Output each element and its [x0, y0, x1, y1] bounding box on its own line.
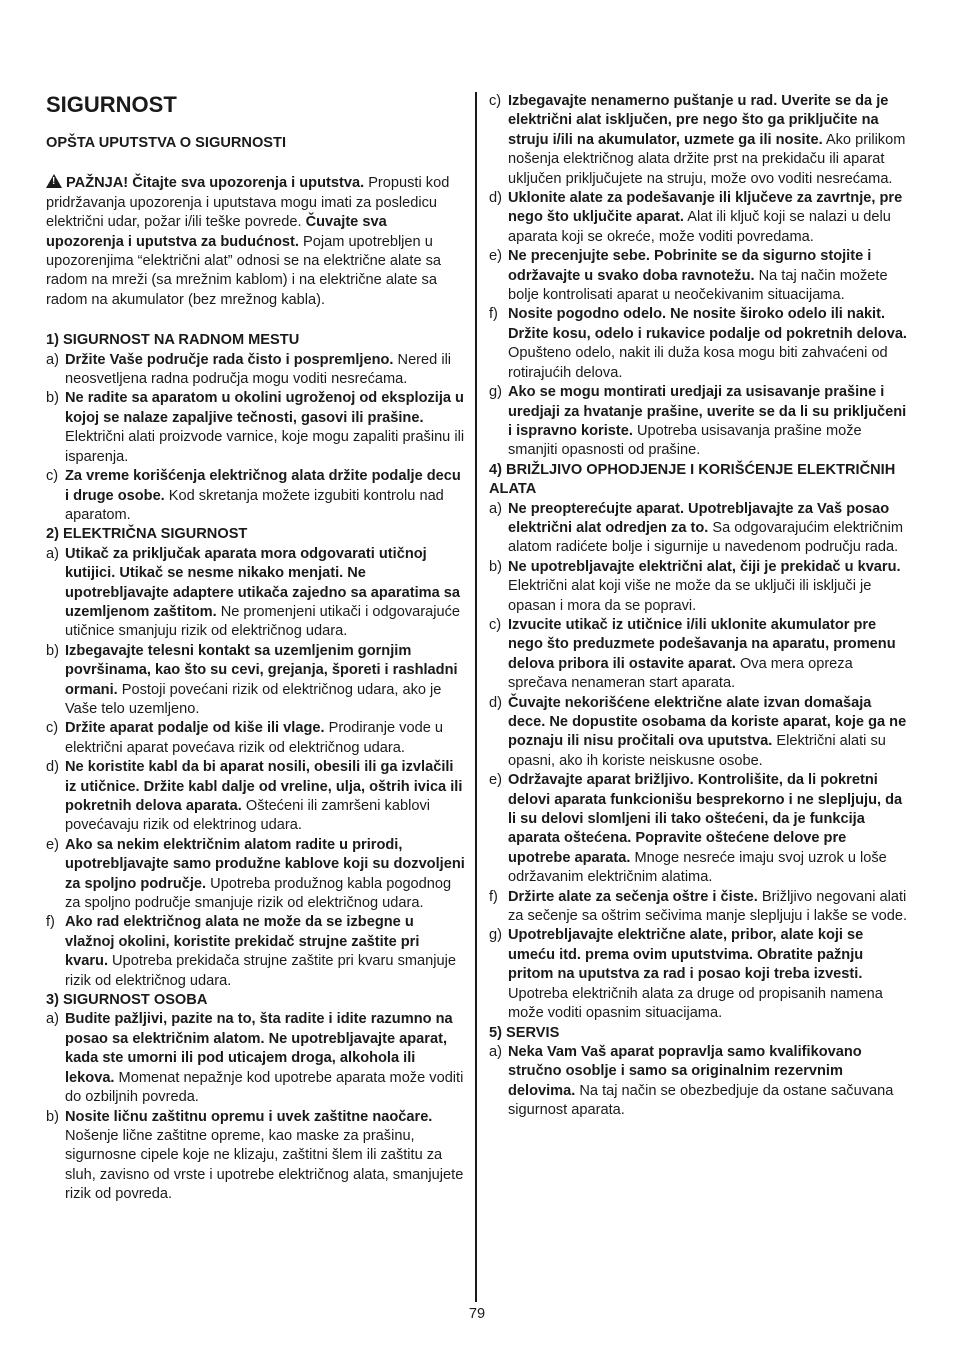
item-text — [508, 558, 911, 616]
item-bold: Ako sa nekim električnim alatom radite u prirodi, upotrebljavajte samo produžne kablove koji su dozvoljeni za spoljno područje. — [65, 836, 465, 892]
item-text — [508, 500, 911, 558]
item-label: a) — [46, 1011, 59, 1028]
list-item — [46, 389, 466, 467]
item-label: a) — [489, 1043, 502, 1060]
item-bold: Izbegavajte nenamerno puštanje u rad. Uverite se da je električni alat isključen, pre nego što ga priključite na struju i/ili na akumulator, uzmete ga ili nosite. — [508, 93, 889, 148]
list-item — [489, 888, 911, 927]
list-item — [46, 758, 466, 836]
item-label: e) — [46, 836, 59, 853]
item-bold: Ne radite sa aparatom u okolini ugroženoj od eksplozija u kojoj se nalaze zapaljive tečnosti, gasovi ili prašine. — [65, 390, 464, 426]
section-heading-wrap — [489, 461, 911, 500]
intro-bold-2: Čuvajte sva upozorenja i uputstva za budućnost. — [46, 214, 387, 250]
item-bold: Izbegavajte telesni kontakt sa uzemljenim gornjim površinama, kao što su cevi, grejanja, šporeti i rashladni ormani. — [65, 642, 458, 698]
item-body: Kod skretanja možete izgubiti kontrolu nad aparatom. — [65, 487, 444, 523]
list-item — [46, 642, 466, 720]
item-body: Ova mera opreza sprečava nenameran start aparata. — [508, 655, 853, 692]
item-bold: Ne koristite kabl da bi aparat nosili, obesili ili ga izvlačili iz utičnice. Držite kabl dalje od vreline, ulja, oštrih ivica ili pokretnih delova aparata. — [65, 759, 463, 814]
item-bold: Uklonite alate za podešavanje ili ključeve za zavrtnje, pre nego što uključite aparat. — [508, 190, 903, 226]
item-body: Oštećeni ili zamršeni kablovi povećavaju rizik od elektrinog udara. — [65, 798, 430, 834]
item-body: Upotreba električnih alata za druge od propisanih namena može voditi opasnim situacijama. — [508, 985, 883, 1022]
item-body: Električni alat koji više ne može da se uključi ili isključi je opasan i mora da se popravi. — [508, 578, 872, 614]
list-item — [489, 694, 911, 772]
item-bold: Držirte alate za sečenja oštre i čiste. — [508, 888, 758, 905]
item-label: e) — [489, 248, 502, 265]
section-heading: 1) SIGURNOST NA RADNOM MESTU — [46, 332, 300, 349]
item-text — [65, 389, 466, 467]
warning-triangle-icon — [46, 174, 62, 188]
list-item — [489, 500, 911, 558]
item-text — [65, 1010, 466, 1107]
item-label: b) — [46, 1108, 59, 1125]
item-label: b) — [46, 642, 59, 659]
section-heading: 4) BRIŽLJIVO OPHODJENJE I KORIŠĆENJE ELEKTRIČNIH ALATA — [489, 461, 896, 498]
item-label: c) — [489, 616, 502, 633]
item-label: b) — [46, 390, 59, 407]
item-text — [508, 888, 911, 927]
item-label: g) — [489, 384, 502, 401]
item-label: d) — [489, 190, 502, 207]
list-item — [46, 467, 466, 525]
item-bold: Za vreme korišćenja električnog alata držite podalje decu i druge osobe. — [65, 468, 461, 504]
list-item — [489, 92, 911, 189]
section-heading: 3) SIGURNOST OSOBA — [46, 992, 208, 1009]
item-text — [508, 1043, 911, 1121]
page-title: SIGURNOST — [46, 92, 177, 117]
item-body: Upotreba usisavanja prašine može smanjiti opasnosti od prašine. — [508, 422, 862, 459]
list-item — [46, 1010, 466, 1107]
list-item — [489, 771, 911, 887]
item-body: Opušteno odelo, nakit ili duža kosa mogu biti zahvaćeni od rotirajućih delova. — [508, 345, 888, 381]
item-body: Ne promenjeni utikači i odgovarajuće utičnice smanjuju rizik od električnog udara. — [65, 603, 461, 640]
item-bold: Čuvajte nekorišćene električne alate izvan domašaja dece. Ne dopustite osobama da koriste aparat, koje ga ne poznaju ili nisu pročitali ova uputstva. — [508, 694, 907, 750]
list-item — [46, 351, 466, 390]
list-item — [46, 836, 466, 914]
item-body: Mnoge nesreće imaju svoj uzrok u loše održavanim električnim alatima. — [508, 849, 887, 886]
intro-text-1: Propusti kod pridržavanja upozorenja i uputstava mogu imati za posledicu električni udar, požar i/ili teške povrede. — [46, 175, 450, 231]
item-label: g) — [489, 927, 502, 944]
intro-paragraph — [46, 174, 466, 310]
item-bold: Nosite pogodno odelo. Ne nosite široko odelo ili nakit. Držite kosu, odelo i rukavice podalje od pokretnih delova. — [508, 306, 907, 342]
item-text — [65, 467, 466, 525]
item-body: Ako prilikom nošenja električnog alata držite prst na prekidaču ili aparat uključen priključujete na struju, može ovo voditi nesrećama. — [508, 131, 906, 187]
item-text — [508, 694, 911, 772]
item-label: d) — [489, 694, 502, 711]
item-bold: Utikač za priključak aparata mora odgovarati utičnoj kutijici. Utikač se nesme nikako menjati. Ne upotrebljavajte adaptere utikača zajedno sa aparatima sa uzemljenom zaštitom. — [65, 545, 461, 620]
item-text — [508, 771, 911, 887]
item-bold: Držite aparat podalje od kiše ili vlage. — [65, 720, 325, 737]
list-item — [489, 616, 911, 694]
intro-text-2: Pojam upotrebljen u upozorenjima “električni alat” odnosi se na električne alate sa radom na mreži (sa mrežnim kablom) i na električne alate sa radom na akumulator (bez mrežnog kabla). — [46, 233, 442, 308]
list-item — [46, 1108, 466, 1205]
item-text — [65, 351, 466, 390]
item-body: Upotreba prekidača strujne zaštite pri kvaru smanjuje rizik od električnog udara. — [65, 953, 456, 989]
item-bold: Upotrebljavajte električne alate, pribor, alate koji se umeću itd. prema ovim uputstvima. Obratite pažnju pritom na uputstva za rad i posao koji treba izvesti. — [508, 927, 864, 983]
column-divider — [475, 92, 477, 1302]
list-item — [489, 305, 911, 383]
item-body: Upotreba produžnog kabla pogodnog za spoljno područje smanjuje rizik od električnog udara. — [65, 875, 452, 912]
item-body: Sa odgovarajućim električnim alatom radićete bolje i sigurnije u navedenom području rada. — [508, 519, 903, 556]
item-label: f) — [489, 888, 498, 905]
list-item — [489, 926, 911, 1023]
item-text — [65, 642, 466, 720]
item-body: Nošenje lične zaštitne opreme, kao maske za prašinu, sigurnosne cipele koje ne klizaju, zaštitni šlem ili zaštitu za sluh, zavisno od vrste i upotrebe električnog alata, smanjujete rizik od povreda. — [65, 1127, 464, 1203]
item-text — [508, 383, 911, 461]
item-label: f) — [489, 306, 498, 323]
item-text — [65, 758, 466, 836]
item-text — [508, 247, 911, 305]
item-body: Nered ili neosvetljena radna područja mogu voditi nesrećama. — [65, 351, 452, 388]
item-text — [65, 836, 466, 914]
item-text — [508, 926, 911, 1023]
item-text — [65, 913, 466, 991]
right-column — [489, 92, 911, 1121]
item-body: Prodiranje vode u električni aparat povećava rizik od električnog udara. — [65, 720, 443, 756]
item-body: Postoji povećani rizik od električnog udara, ako je Vaše telo uzemljeno. — [65, 681, 442, 717]
list-item — [489, 383, 911, 461]
list-item — [489, 247, 911, 305]
item-body: Momenat nepažnje kod upotrebe aparata može voditi do ozbiljnih povreda. — [65, 1069, 464, 1106]
list-item — [46, 719, 466, 758]
item-text — [508, 616, 911, 694]
left-column — [46, 92, 466, 1205]
item-bold: Održavajte aparat brižljivo. Kontrolišite, da li pokretni delovi aparata funkcionišu besprekorno i ne slepljuju, da li su delovi slomljeni ili tako oštećeni, da je funkcija aparata oštećena. Popravite oštećene delove pre upotrebe aparata. — [508, 772, 903, 866]
intro-warning: PAŽNJA! Čitajte sva upozorenja i uputstva. — [66, 175, 365, 192]
item-bold: Ako se mogu montirati uredjaji za usisavanje prašine i uredjaji za hvatanje prašine, uverite se da li su priključeni i ispravno koriste. — [508, 384, 907, 439]
list-item — [46, 913, 466, 991]
item-text — [508, 189, 911, 247]
item-body: Električni alati proizvode varnice, koje mogu zapaliti prašinu ili isparenja. — [65, 429, 465, 465]
item-label: c) — [46, 720, 59, 737]
item-bold: Ne upotrebljavajte električni alat, čiji je prekidač u kvaru. — [508, 558, 901, 575]
item-bold: Ne preopterećujte aparat. Upotrebljavajte za Vaš posao električni alat odredjen za to. — [508, 500, 890, 536]
item-text — [508, 305, 911, 383]
page-number: 79 — [468, 1306, 486, 1322]
item-label: e) — [489, 772, 502, 789]
item-body: Na taj način možete bolje kontrolisati aparat u neočekivanim situacijama. — [508, 267, 888, 304]
item-bold: Izvucite utikač iz utičnice i/ili uklonite akumulator pre nego što preduzmete podešavanja na aparatu, promenu delova pribora ili ostavite aparat. — [508, 616, 896, 672]
item-bold: Ne precenjujte sebe. Pobrinite se da sigurno stojite i održavajte u svako doba ravnotežu. — [508, 248, 872, 284]
item-text — [65, 719, 466, 758]
item-label: c) — [46, 468, 59, 485]
list-item — [489, 189, 911, 247]
item-label: a) — [46, 545, 59, 562]
item-label: b) — [489, 558, 502, 575]
item-bold: Budite pažljivi, pazite na to, šta radite i idite razumno na posao sa električnim alatom. Ne upotrebljavajte aparat, kada ste umorni ili pod uticajem droga, alkohola ili lekova. — [65, 1011, 453, 1086]
item-bold: Držite Vaše područje rada čisto i pospremljeno. — [65, 351, 394, 368]
item-label: a) — [489, 500, 502, 517]
list-item — [46, 545, 466, 642]
item-text — [508, 92, 911, 189]
item-label: c) — [489, 93, 502, 109]
section-heading: 5) SERVIS — [489, 1024, 560, 1041]
item-label: d) — [46, 759, 59, 776]
item-body: Na taj način se obezbedjuje da ostane sačuvana sigurnost aparata. — [508, 1082, 894, 1119]
item-bold: Neka Vam Vaš aparat popravlja samo kvalifikovano stručno osoblje i samo sa originalnim rezervnim delovima. — [508, 1043, 862, 1099]
item-label: a) — [46, 351, 59, 368]
item-body: Električni alati su opasni, ako ih koriste neiskusne osobe. — [508, 733, 886, 769]
item-bold: Nosite ličnu zaštitnu opremu i uvek zaštitne naočare. — [65, 1108, 433, 1125]
subheading: OPŠTA UPUTSTVA O SIGURNOSTI — [46, 135, 286, 151]
item-text — [65, 545, 466, 642]
item-label: f) — [46, 914, 55, 931]
item-bold: Ako rad električnog alata ne može da se izbegne u vlažnoj okolini, koristite prekidač strujne zaštite pri kvaru. — [65, 914, 420, 970]
section-heading: 2) ELEKTRIČNA SIGURNOST — [46, 526, 248, 543]
item-body: Alat ili ključ koji se nalazi u delu aparata koji se okreće, može voditi povredama. — [508, 209, 891, 245]
list-item — [489, 558, 911, 616]
item-text — [65, 1108, 466, 1205]
list-item — [489, 1043, 911, 1121]
item-body: Brižljivo negovani alati za sečenje sa oštrim sečivima manje slepljuju i lakše se vode. — [508, 888, 908, 925]
